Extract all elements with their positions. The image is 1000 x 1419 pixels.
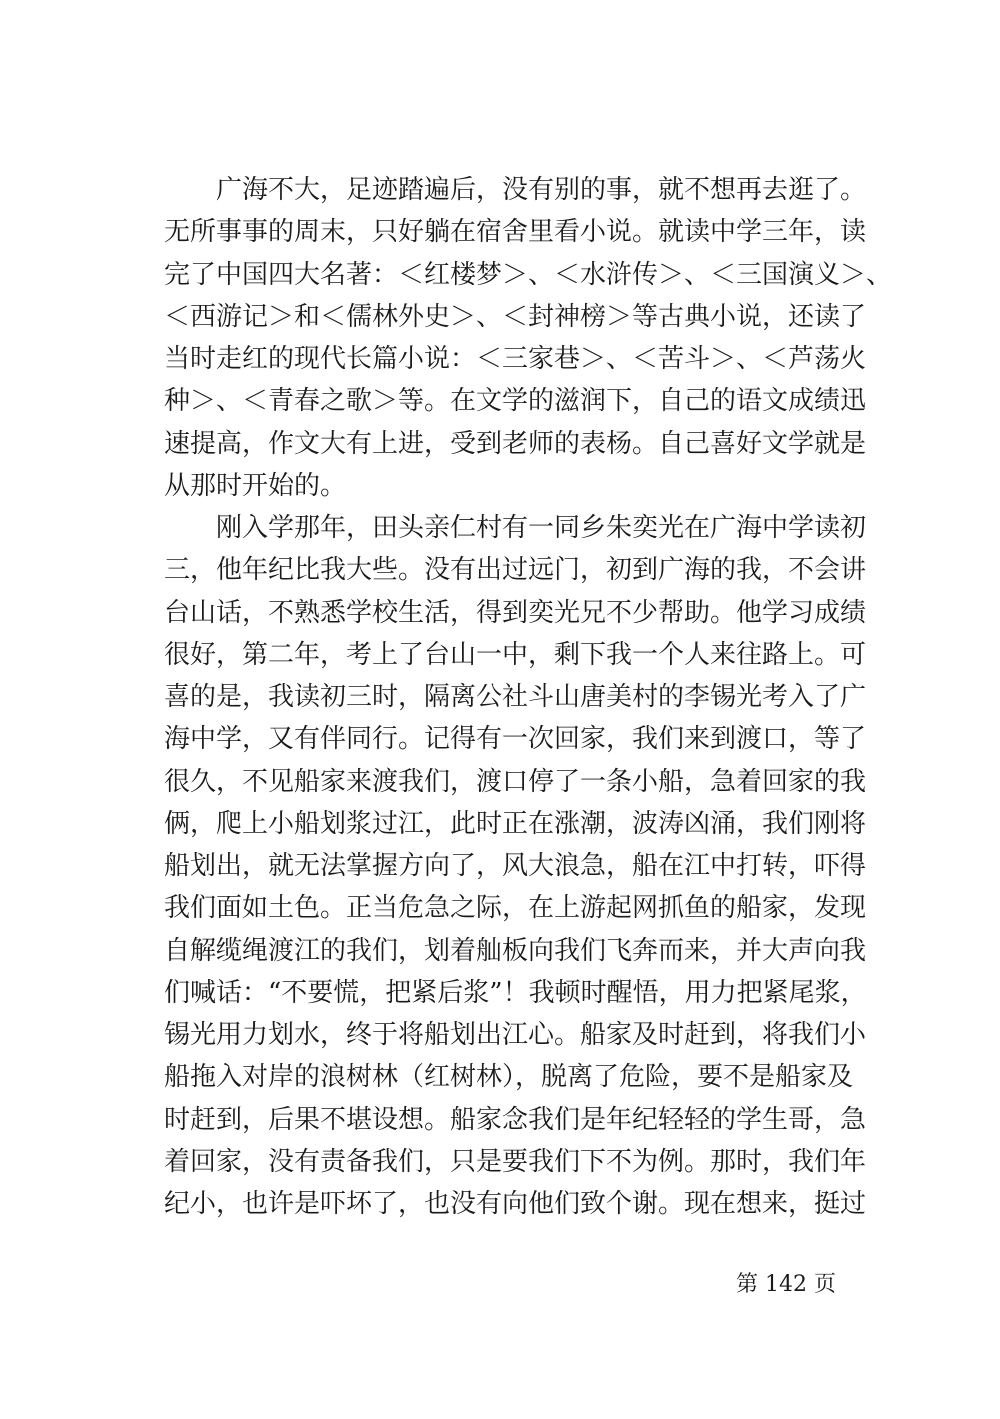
paragraph-line: 喜的是，我读初三时，隔离公社斗山唐美村的李锡光考入了广: [164, 682, 867, 712]
paragraph-line: 船拖入对岸的浪树林（红树林），脱离了危险，要不是船家及: [164, 1062, 854, 1093]
paragraph-line: 着回家，没有责备我们，只是要我们下不为例。那时，我们年: [164, 1146, 867, 1177]
paragraph-line: 很好，第二年，考上了台山一中，剩下我一个人来往路上。可: [164, 639, 867, 670]
paragraph-line: 速提高，作文大有上进，受到老师的表杨。自己喜好文学就是: [164, 428, 867, 459]
paragraph-line: 锡光用力划水，终于将船划出江心。船家及时赶到，将我们小: [164, 1020, 867, 1050]
paragraph-line: 们喊话：“不要慌，把紧后浆”！我顿时醒悟，用力把紧尾浆，: [164, 977, 867, 1008]
paragraph-line: 我们面如土色。正当危急之际，在上游起网抓鱼的船家，发现: [164, 893, 867, 924]
paragraph-line: 从那时开始的。: [164, 470, 347, 501]
body-text: [164, 169, 893, 1225]
paragraph-line: 无所事事的周末，只好躺在宿舍里看小说。就读中学三年，读: [164, 217, 867, 248]
paragraph-line: 台山话，不熟悉学校生活，得到奕光兄不少帮助。他学习成绩: [164, 597, 867, 628]
paragraph-line: 广海不大，足迹踏遍后，没有别的事，就不想再去逛了。: [216, 175, 867, 205]
paragraph-line: 海中学，又有伴同行。记得有一次回家，我们来到渡口，等了: [164, 724, 867, 755]
paragraph-line: 当时走红的现代长篇小说：＜三家巷＞、＜苦斗＞、＜芦荡火: [164, 344, 867, 374]
paragraph-line: 刚入学那年，田头亲仁村有一同乡朱奕光在广海中学读初: [216, 513, 867, 543]
paragraph-line: 三，他年纪比我大些。没有出过远门，初到广海的我，不会讲: [164, 555, 867, 586]
paragraph-line: 俩，爬上小船划浆过江，此时正在涨潮，波涛凶涌，我们刚将: [164, 808, 867, 839]
paragraph-line: 纪小，也许是吓坏了，也没有向他们致个谢。现在想来，挺过: [164, 1189, 867, 1219]
paragraph-line: 完了中国四大名著：＜红楼梦＞、＜水浒传＞、＜三国演义＞、: [164, 259, 893, 290]
paragraph-line: 时赶到，后果不堪设想。船家念我们是年纪轻轻的学生哥，急: [164, 1104, 867, 1135]
paragraph-line: 很久，不见船家来渡我们，渡口停了一条小船，急着回家的我: [164, 766, 867, 797]
page-number: 第 142 页: [736, 1272, 836, 1297]
paragraph-line: 种＞、＜青春之歌＞等。在文学的滋润下，自己的语文成绩迅: [164, 386, 867, 417]
paragraph-line: 船划出，就无法掌握方向了，风大浪急，船在江中打转，吓得: [164, 851, 867, 881]
paragraph-line: ＜西游记＞和＜儒林外史＞、＜封神榜＞等古典小说，还读了: [164, 301, 867, 332]
paragraph-line: 自解缆绳渡江的我们，划着舢板向我们飞奔而来，并大声向我: [164, 935, 867, 966]
